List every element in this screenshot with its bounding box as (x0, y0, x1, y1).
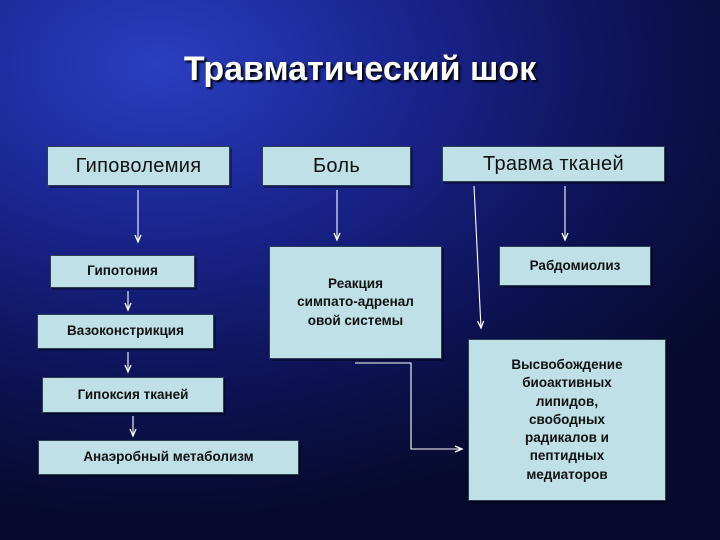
node-anaerobic-metabolism (38, 440, 299, 475)
node-rhabdomyolysis-label: Рабдомиолиз (529, 257, 621, 273)
node-anaerobic-metabolism-label: Анаэробный метаболизм (83, 449, 254, 465)
node-sympathoadrenal-reaction-label: Реакция симпато-адренал овой системы (297, 276, 414, 328)
node-vasoconstriction (37, 314, 214, 349)
node-tissue-trauma-label: Травма тканей (483, 152, 624, 175)
node-pain-label: Боль (312, 154, 361, 177)
node-mediator-release-label: Высвобождение биоактивных липидов, свободных радикалов и пептидных медиаторов (511, 357, 623, 482)
node-hypovolemia (47, 146, 230, 186)
node-hypotension-label: Гипотония (87, 263, 158, 279)
node-mediator-release (468, 339, 666, 501)
node-hypovolemia-label: Гиповолемия (75, 154, 202, 177)
node-rhabdomyolysis (499, 246, 651, 286)
node-tissue-hypoxia-label: Гипоксия тканей (77, 386, 189, 402)
slide-title: Травматический шок (183, 50, 537, 88)
node-sympathoadrenal-reaction (269, 246, 442, 359)
node-pain (262, 146, 411, 186)
arrow-reaction-release (355, 363, 462, 449)
node-tissue-trauma (442, 146, 665, 182)
arrow-trauma-release (474, 186, 481, 328)
node-tissue-hypoxia (42, 377, 224, 413)
node-vasoconstriction-label: Вазоконстрикция (67, 323, 184, 339)
node-hypotension (50, 255, 195, 288)
